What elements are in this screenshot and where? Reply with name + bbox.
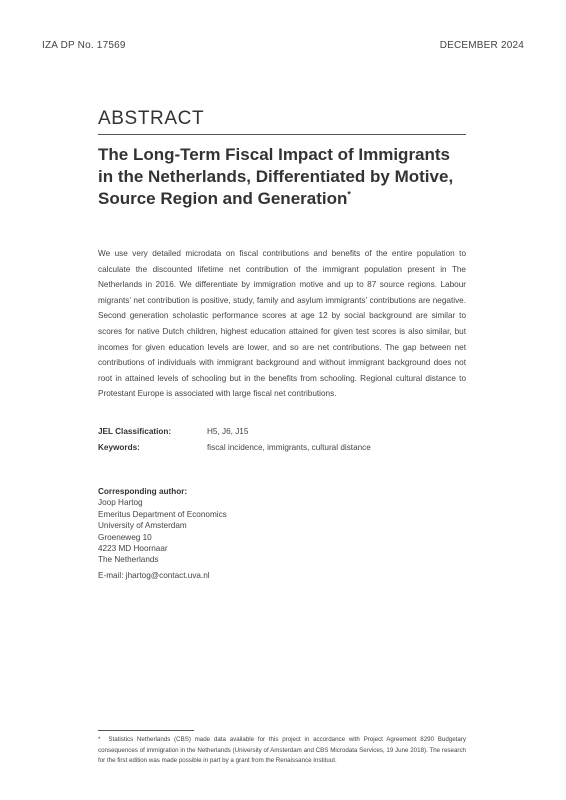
paper-title-text: The Long-Term Fiscal Impact of Immigrants in the Netherlands, Differentiated by Motive, Source Region and Generation (98, 145, 454, 208)
keywords-value: fiscal incidence, immigrants, cultural distance (207, 443, 371, 452)
author-street: Groeneweg 10 (98, 532, 152, 542)
footnote-text: Statistics Netherlands (CBS) made data available for this project in accordance with Project Agreement 8290 Budgetary consequences of immigration in the Netherlands (University of Amsterdam and CBS Microdata Services, 19 June 2018). The research for the first edition was made possible in part by a grant from the Renaissance Instituut. (98, 736, 466, 765)
footnote-divider (98, 730, 194, 731)
jel-label: JEL Classification: (98, 427, 172, 436)
footnote (98, 735, 466, 767)
abstract-body: We use very detailed microdata on fiscal contributions and benefits of the entire population to calculate the discounted lifetime net contribution of the immigrant population present in The Netherlands in 2016. We differentiate by immigration motive and up to 87 source regions. Labour migrants’ net contribution is positive, study, family and asylum immigrants’ contributions are negative. Second generation scholastic performance scores at age 12 by social background are similar to scores for native Dutch children, highest education attained for given test scores is also similar, but incomes for given education levels are lower, and so are net contributions. The gap between net contributions of individuals with immigrant background and without immigrant background does not root in attained levels of schooling but in the benefits from schooling. Regional cultural distance to Protestant Europe is associated with large fiscal net contributions. (98, 249, 466, 399)
heading-divider (98, 134, 466, 135)
author-heading: Corresponding author: (98, 487, 188, 496)
keywords-label: Keywords: (98, 443, 140, 452)
section-heading: ABSTRACT (98, 108, 205, 129)
corresponding-author-block (98, 486, 398, 581)
paper-title (98, 144, 468, 210)
author-name: Joop Hartog (98, 498, 143, 508)
footnote-marker: * (98, 736, 101, 743)
author-department: Emeritus Department of Economics (98, 509, 227, 519)
author-country: The Netherlands (98, 555, 159, 565)
author-university: University of Amsterdam (98, 521, 187, 531)
publication-date: DECEMBER 2024 (439, 40, 524, 51)
series-number: IZA DP No. 17569 (42, 40, 126, 51)
title-footnote-marker: * (347, 189, 351, 200)
author-postcode-city: 4223 MD Hoornaar (98, 544, 168, 554)
author-email: E-mail: jhartog@contact.uva.nl (98, 570, 210, 580)
jel-value: H5, J6, J15 (207, 427, 249, 436)
